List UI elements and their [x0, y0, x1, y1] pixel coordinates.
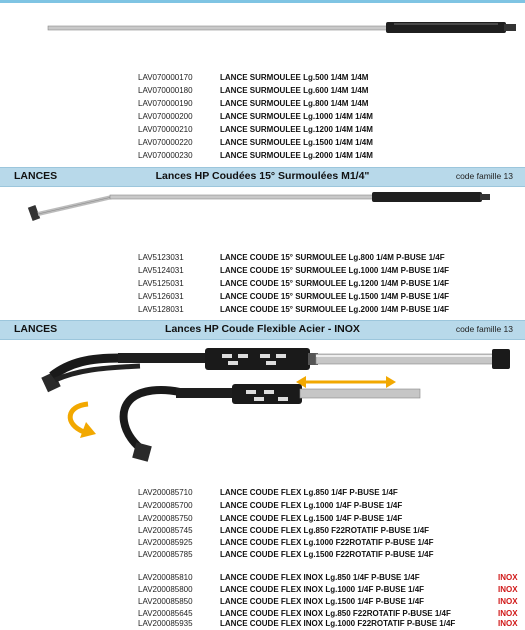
list-item: [0, 252, 525, 264]
double-arrow-icon: [296, 376, 396, 388]
list-item: [0, 572, 525, 584]
inox-badge: INOX: [498, 573, 518, 582]
product-description: LANCE SURMOULEE Lg.800 1/4M 1/4M: [220, 99, 369, 108]
list-item: [0, 304, 525, 316]
product-code: LAV070000200: [138, 112, 193, 121]
section-header-flexible: [0, 320, 525, 340]
list-item: [0, 537, 525, 549]
product-description: LANCE SURMOULEE Lg.500 1/4M 1/4M: [220, 73, 369, 82]
product-code: LAV200085785: [138, 550, 193, 559]
product-code: LAV5124031: [138, 266, 184, 275]
product-description: LANCE COUDE 15° SURMOULEE Lg.800 1/4M P-BUSE 1/4F: [220, 253, 445, 262]
product-code: LAV070000180: [138, 86, 193, 95]
list-item: [0, 596, 525, 608]
inox-badge: INOX: [498, 619, 518, 628]
list-item: [0, 111, 525, 123]
product-code: LAV070000230: [138, 151, 193, 160]
list-item: [0, 291, 525, 303]
family-code: code famille 13: [455, 171, 513, 181]
product-description: LANCE COUDE FLEX INOX Lg.1000 F22ROTATIF P-BUSE 1/4F: [220, 619, 456, 628]
product-code: LAV200085645: [138, 609, 193, 618]
product-description: LANCE SURMOULEE Lg.1000 1/4M 1/4M: [220, 112, 373, 121]
product-code: LAV5125031: [138, 279, 184, 288]
product-description: LANCE COUDE FLEX INOX Lg.1000 1/4F P-BUSE 1/4F: [220, 585, 425, 594]
list-item: [0, 278, 525, 290]
product-code: LAV200085745: [138, 526, 193, 535]
list-item: [0, 124, 525, 136]
list-item: [0, 98, 525, 110]
list-item: [0, 265, 525, 277]
family-code: code famille 13: [455, 324, 513, 334]
product-description: LANCE COUDE 15° SURMOULEE Lg.1200 1/4M P-BUSE 1/4F: [220, 279, 450, 288]
product-description: LANCE COUDE 15° SURMOULEE Lg.1000 1/4M P-BUSE 1/4F: [220, 266, 450, 275]
section-category: LANCES: [14, 323, 58, 335]
inox-badge: INOX: [498, 597, 518, 606]
flexible-lance-image: [0, 340, 525, 470]
product-description: LANCE COUDE FLEX Lg.1500 F22ROTATIF P-BUSE 1/4F: [220, 550, 434, 559]
product-code: LAV200085810: [138, 573, 193, 582]
product-description: LANCE SURMOULEE Lg.1500 1/4M 1/4M: [220, 138, 373, 147]
top-edge-strip: [0, 0, 525, 3]
section-category: LANCES: [14, 170, 58, 182]
list-item: [0, 525, 525, 537]
product-description: LANCE SURMOULEE Lg.2000 1/4M 1/4M: [220, 151, 373, 160]
lower-lance: [124, 384, 420, 462]
list-item: [0, 584, 525, 596]
product-description: LANCE COUDE FLEX INOX Lg.850 F22ROTATIF P-BUSE 1/4F: [220, 609, 451, 618]
product-code: LAV200085925: [138, 538, 193, 547]
product-description: LANCE SURMOULEE Lg.1200 1/4M 1/4M: [220, 125, 373, 134]
product-code: LAV5123031: [138, 253, 184, 262]
section-title: Lances HP Coudées 15° Surmoulées M1/4": [155, 170, 370, 182]
product-description: LANCE SURMOULEE Lg.600 1/4M 1/4M: [220, 86, 369, 95]
product-code: LAV200085800: [138, 585, 193, 594]
product-description: LANCE COUDE FLEX INOX Lg.850 1/4F P-BUSE 1/4F: [220, 573, 420, 582]
product-code: LAV070000220: [138, 138, 193, 147]
section-title: Lances HP Coude Flexible Acier - INOX: [165, 323, 360, 335]
product-description: LANCE COUDE 15° SURMOULEE Lg.1500 1/4M P-BUSE 1/4F: [220, 292, 450, 301]
product-description: LANCE COUDE 15° SURMOULEE Lg.2000 1/4M P-BUSE 1/4F: [220, 305, 450, 314]
list-item: [0, 137, 525, 149]
list-item: [0, 150, 525, 162]
list-item: [0, 487, 525, 499]
product-code: LAV200085750: [138, 514, 193, 523]
product-code: LAV200085700: [138, 501, 193, 510]
section-header-coudees: [0, 167, 525, 187]
product-code: LAV200085710: [138, 488, 193, 497]
product-description: LANCE COUDE FLEX Lg.1000 F22ROTATIF P-BUSE 1/4F: [220, 538, 434, 547]
list-item: [0, 500, 525, 512]
list-item: [0, 549, 525, 561]
product-code: LAV070000170: [138, 73, 193, 82]
product-code: LAV070000190: [138, 99, 193, 108]
list-item: [0, 513, 525, 525]
inox-badge: INOX: [498, 609, 518, 618]
product-description: LANCE COUDE FLEX Lg.850 F22ROTATIF P-BUSE 1/4F: [220, 526, 430, 535]
product-description: LANCE COUDE FLEX Lg.1000 1/4F P-BUSE 1/4F: [220, 501, 403, 510]
bent-lance-image: [0, 188, 525, 238]
product-code: LAV5126031: [138, 292, 184, 301]
list-item: [0, 85, 525, 97]
product-description: LANCE COUDE FLEX Lg.850 1/4F P-BUSE 1/4F: [220, 488, 398, 497]
product-code: LAV200085935: [138, 619, 193, 628]
product-code: LAV5128031: [138, 305, 184, 314]
inox-badge: INOX: [498, 585, 518, 594]
product-description: LANCE COUDE FLEX Lg.1500 1/4F P-BUSE 1/4F: [220, 514, 403, 523]
product-code: LAV070000210: [138, 125, 193, 134]
straight-lance-image: [0, 4, 525, 54]
product-code: LAV200085850: [138, 597, 193, 606]
list-item: [0, 618, 525, 630]
product-description: LANCE COUDE FLEX INOX Lg.1500 1/4F P-BUSE 1/4F: [220, 597, 425, 606]
list-item: [0, 72, 525, 84]
